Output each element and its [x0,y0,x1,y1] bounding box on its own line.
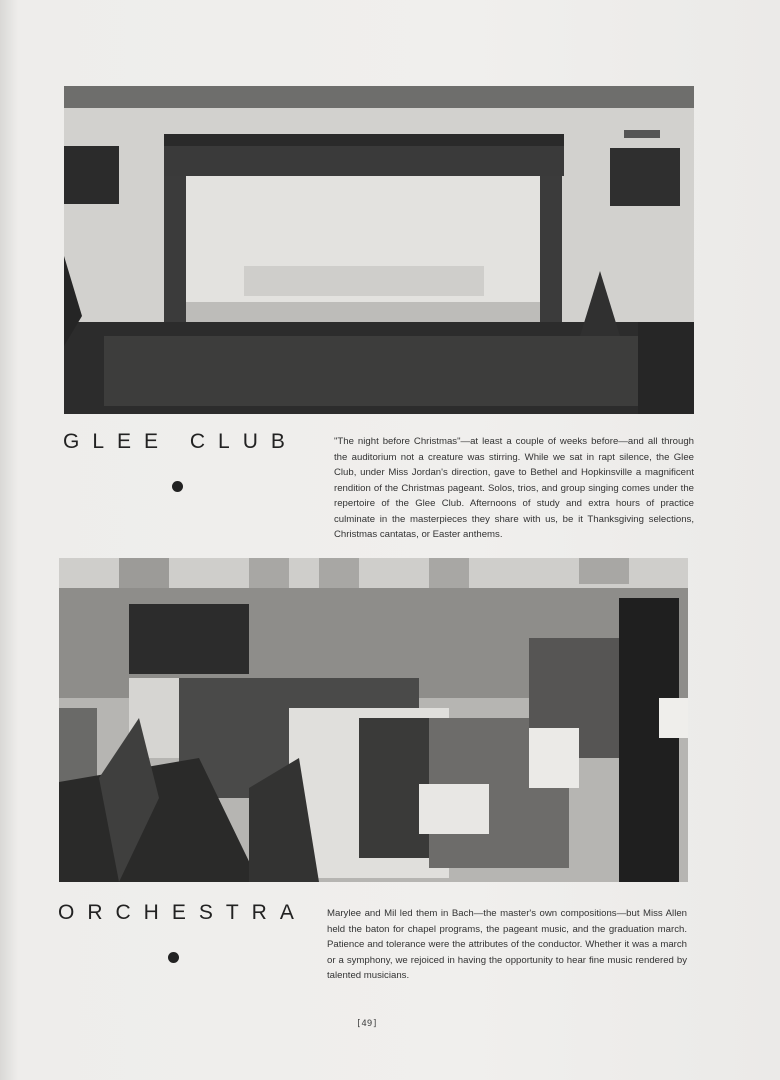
glee-club-stage-photo [64,86,694,414]
glee-club-bullet [172,481,183,492]
orchestra-bullet [168,952,179,963]
glee-club-text: "The night before Christmas"—at least a couple of weeks before—and all through the auditorium not a creature was stirring. While we sat in rapt silence, the Glee Club, under Miss Jordan's direction, gave to Bethel and Hopkinsville a magnificent rendition of the Christmas pageant. Solos, trios, and group singing comes under the repertoire of the Glee Club. Afternoons of study and extra hours of practice culminate in the masterpieces they share with us, be it Thanksgiving selections, Christmas cantatas, or Easter anthems. [334,436,694,540]
orchestra-text: Marylee and Mil led them in Bach—the master's own compositions—but Miss Allen held the baton for chapel programs, the pageant music, and the graduation march. Patience and tolerance were the attributes of the conductor. Whether it was a march or a symphony, we rejoiced in having the opportunity to hear fine music rendered by talented musicians. [327,908,687,981]
glee-club-heading: GLEE CLUB [63,430,298,453]
orchestra-heading: ORCHESTRA [58,901,307,924]
page-number: [49] [356,1019,378,1029]
orchestra-rehearsal-photo [59,558,688,882]
